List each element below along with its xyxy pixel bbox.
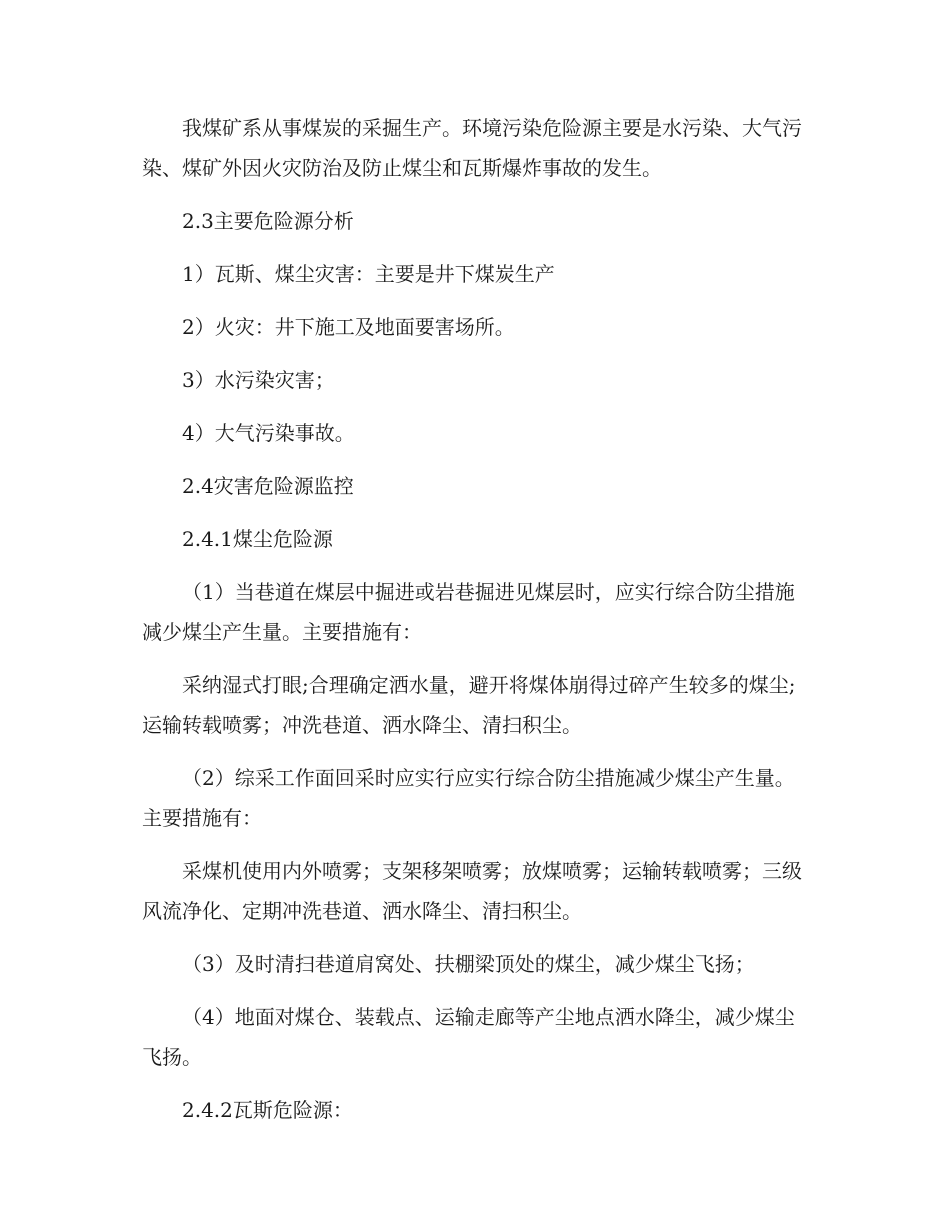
subsection-heading-2-4-1: 2.4.1煤尘危险源 [182,527,333,551]
measure-detail-2: 采煤机使用内外喷雾；支架移架喷雾；放煤喷雾；运输转载喷雾；三级风流净化、定期冲洗巷道、洒水降尘、清扫积尘。 [142,859,802,923]
intro-paragraph: 我煤矿系从事煤炭的采掘生产。环境污染危险源主要是水污染、大气污染、煤矿外因火灾防治及防止煤尘和瓦斯爆炸事故的发生。 [142,116,802,180]
measure-paragraph-1: （1）当巷道在煤层中掘进或岩巷掘进见煤层时，应实行综合防尘措施减少煤尘产生量。主要措施有： [142,580,795,644]
section-heading-2-4: 2.4灾害危险源监控 [182,474,354,498]
measure-paragraph-2: （2）综采工作面回采时应实行应实行综合防尘措施减少煤尘产生量。主要措施有： [142,766,795,830]
subsection-heading-2-4-2: 2.4.2瓦斯危险源： [182,1098,353,1122]
measure-detail-1: 采纳湿式打眼;合理确定洒水量，避开将煤体崩得过碎产生较多的煤尘;运输转载喷雾；冲洗巷道、洒水降尘、清扫积尘。 [142,673,796,737]
list-item-2: 2）火灾：井下施工及地面要害场所。 [182,315,515,339]
list-item-4: 4）大气污染事故。 [182,421,355,445]
list-item-3: 3）水污染灾害； [182,368,335,392]
document-body [142,108,812,1143]
measure-paragraph-3: （3）及时清扫巷道肩窝处、扶棚梁顶处的煤尘，减少煤尘飞扬； [182,952,755,976]
section-heading-2-3: 2.3主要危险源分析 [182,209,354,233]
list-item-1: 1）瓦斯、煤尘灾害：主要是井下煤炭生产 [182,262,555,286]
measure-paragraph-4: （4）地面对煤仓、装载点、运输走廊等产尘地点洒水降尘，减少煤尘飞扬。 [142,1005,795,1069]
